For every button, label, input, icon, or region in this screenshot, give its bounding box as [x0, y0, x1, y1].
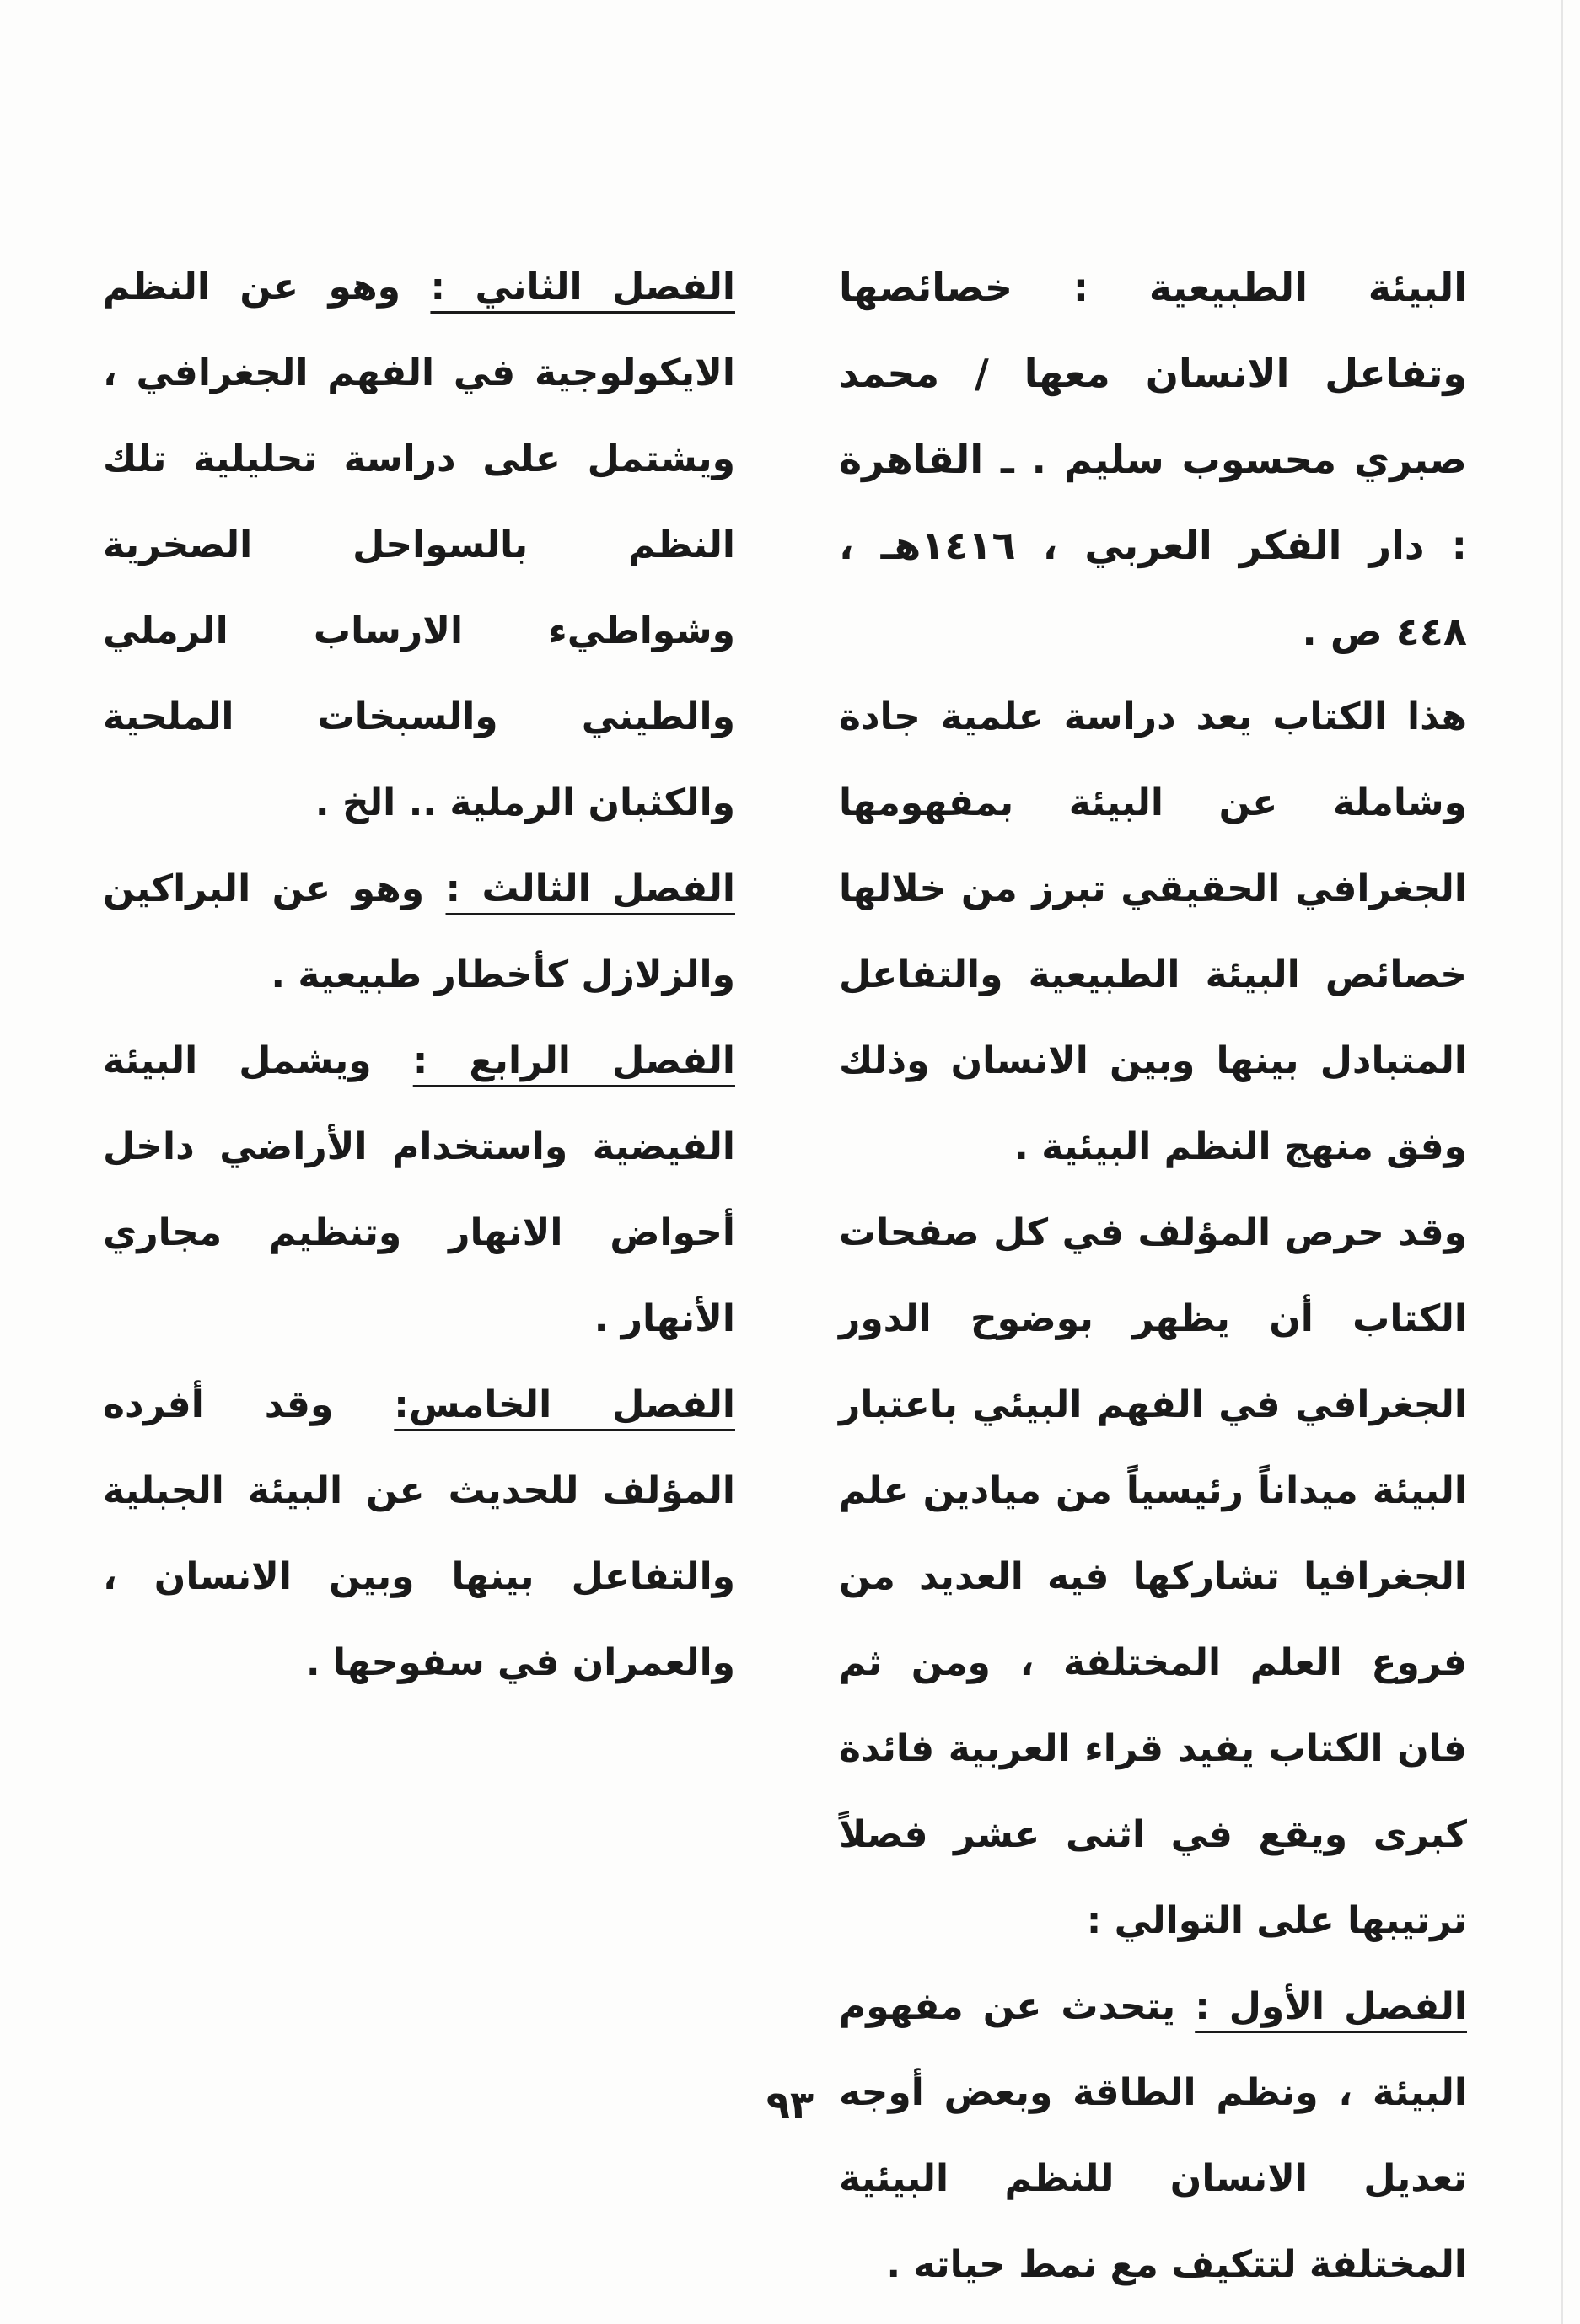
chapter-3-text: وهو عن البراكين والزلازل كأخطار طبيعية .: [103, 867, 735, 996]
chapter-4-text: ويشمل البيئة الفيضية واستخدام الأراضي داخل أحواض الانهار وتنظيم مجاري الأنهار .: [103, 1039, 735, 1340]
page-number: ٩٣: [766, 2082, 814, 2128]
right-column: [839, 244, 1467, 2308]
chapter-3-paragraph: [103, 846, 735, 1018]
chapter-2-text: وهو عن النظم الايكولوجية في الفهم الجغرافي ، ويشتمل على دراسة تحليلية تلك النظم بالسواحل الصخرية وشواطيء الارساب الرملي والطيني والسبخات الملحية والكثبان الرملية .. الخ .: [103, 266, 735, 824]
author-intent-paragraph: وقد حرص المؤلف في كل صفحات الكتاب أن يظهر بوضوح الدور الجغرافي في الفهم البيئي باعتبار البيئة ميداناً رئيسياً من ميادين علم الجغرافيا تشاركها فيه العديد من فروع العلم المختلفة ، ومن ثم فان الكتاب يفيد قراء العربية فائدة كبرى ويقع في اثنى عشر فصلاً ترتيبها على التوالي :: [839, 1211, 1467, 1942]
chapter-5-text: وقد أفرده المؤلف للحديث عن البيئة الجبلية والتفاعل بينها وبين الانسان ، والعمران في سفوحها .: [103, 1383, 735, 1684]
chapter-5-paragraph: [103, 1362, 735, 1706]
chapter-4-paragraph: [103, 1018, 735, 1362]
chapter-2-paragraph: [103, 244, 735, 846]
intro-paragraph: هذا الكتاب يعد دراسة علمية جادة وشاملة عن البيئة بمفهومها الجغرافي الحقيقي تبرز من خلالها خصائص البيئة الطبيعية والتفاعل المتبادل بينها وبين الانسان وذلك وفق منهج النظم البيئية .: [839, 695, 1467, 1168]
book-citation: البيئة الطبيعية : خصائصها وتفاعل الانسان معها / محمد صبري محسوب سليم . ـ القاهرة : دار الفكر العربي ، ١٤١٦هـ ، ٤٤٨ ص .: [839, 265, 1467, 654]
chapter-1-heading: الفصل الأول :: [1195, 1985, 1467, 2028]
page-edge-divider: [1561, 0, 1563, 2324]
chapter-3-heading: الفصل الثالث :: [445, 867, 735, 910]
chapter-1-text: يتحدث عن مفهوم البيئة ، ونظم الطاقة وبعض أوجه تعديل الانسان للنظم البيئية المختلفة لتتكيف مع نمط حياته .: [839, 1985, 1467, 2286]
chapter-5-heading: الفصل الخامس:: [394, 1383, 735, 1426]
chapter-4-heading: الفصل الرابع :: [412, 1039, 735, 1082]
chapter-1-paragraph: [839, 1964, 1467, 2308]
left-column: [103, 244, 735, 1706]
chapter-2-heading: الفصل الثاني :: [430, 266, 735, 309]
